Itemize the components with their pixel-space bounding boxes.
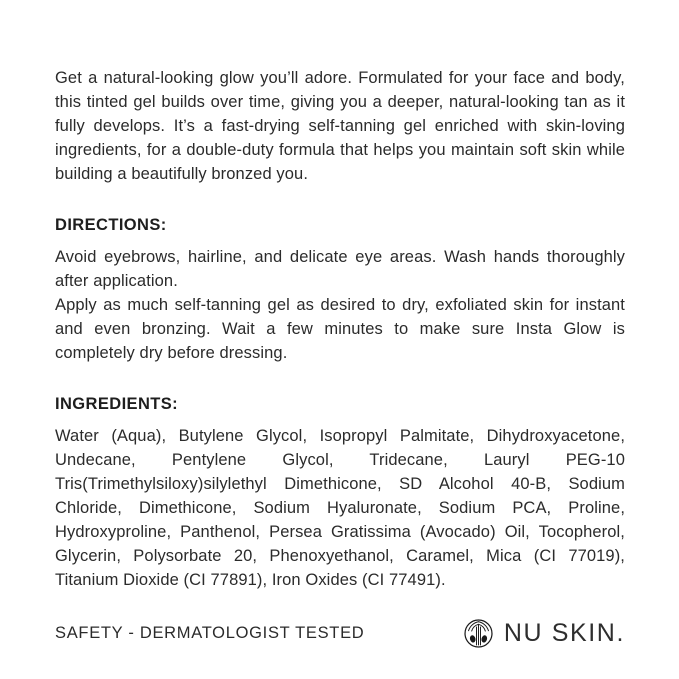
nu-skin-fountain-icon: [461, 616, 496, 651]
directions-paragraph-1: Avoid eyebrows, hairline, and delicate eye areas. Wash hands thoroughly after application.: [55, 248, 625, 290]
directions-heading: DIRECTIONS:: [55, 216, 167, 234]
directions-paragraph-2: Apply as much self-tanning gel as desired to dry, exfoliated skin for instant and even bronzing. Wait a few minutes to make sure Insta Glow is completely dry before dressing.: [55, 296, 625, 362]
directions-section: [55, 213, 625, 365]
ingredients-section: [55, 392, 625, 592]
ingredients-heading: INGREDIENTS:: [55, 395, 179, 413]
ingredients-paragraph: Water (Aqua), Butylene Glycol, Isopropyl Palmitate, Dihydroxyacetone, Undecane, Pentylene Glycol, Tridecane, Lauryl PEG-10 Tris(Trimethylsiloxy)silylethyl Dimethicone, SD Alcohol 40-B, Sodium Chloride, Dimethicone, Sodium Hyaluronate, Sodium PCA, Proline, Hydroxyproline, Panthenol, Persea Gratissima (Avocado) Oil, Tocopherol, Glycerin, Polysorbate 20, Phenoxyethanol, Caramel, Mica (CI 77019), Titanium Dioxide (CI 77891), Iron Oxides (CI 77491).: [55, 427, 625, 589]
brand-wordmark: NU SKIN.: [503, 619, 625, 647]
safety-text: SAFETY - DERMATOLOGIST TESTED: [55, 624, 365, 642]
footer: [55, 616, 625, 651]
intro-paragraph: Get a natural-looking glow you’ll adore. Formulated for your face and body, this tinted gel builds over time, giving you a deeper, natural-looking tan as it fully develops. It’s a fast-drying self-tanning gel enriched with skin-loving ingredients, for a double-duty formula that helps you maintain soft skin while building a beautifully bronzed you.: [55, 69, 625, 183]
brand-logo: [461, 616, 625, 651]
